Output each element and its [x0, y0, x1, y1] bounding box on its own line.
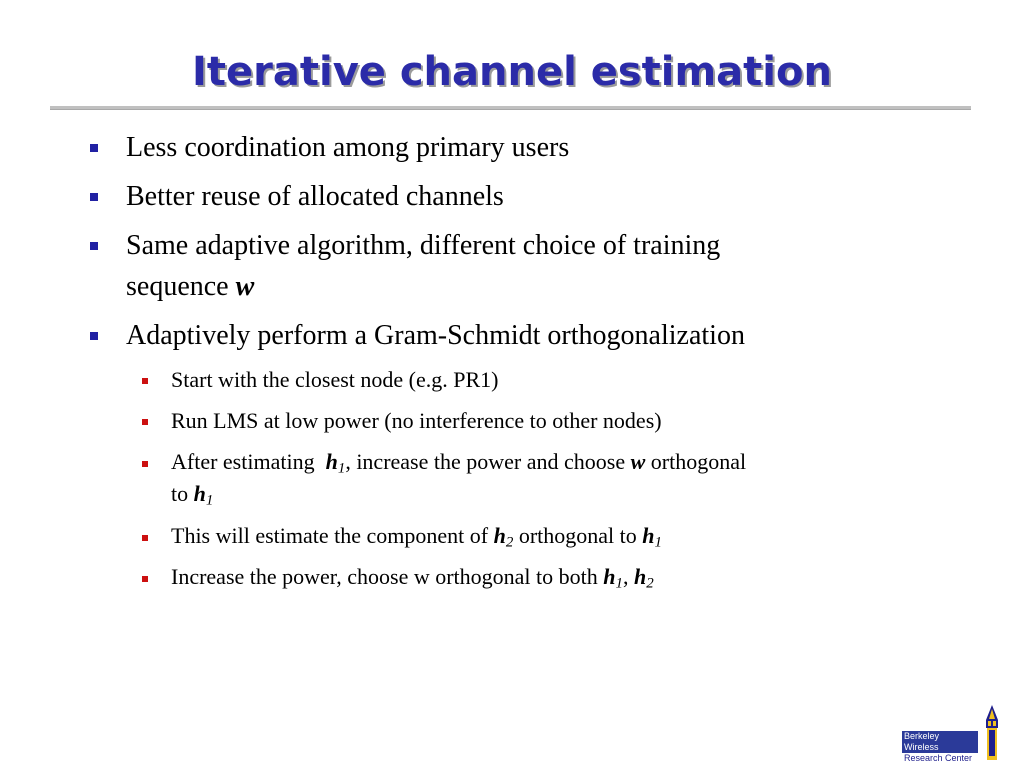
- text-run: to: [171, 481, 194, 506]
- moon-icon: [969, 720, 972, 726]
- variable-h: h: [634, 564, 647, 589]
- subbullet-item: Run LMS at low power (no interference to other nodes): [171, 408, 662, 433]
- logo-line1: Berkeley Wireless: [902, 731, 978, 753]
- subscript: 1: [654, 534, 663, 551]
- variable-h: h: [193, 481, 206, 506]
- text-run: Increase the power, choose w orthogonal to both: [171, 564, 604, 589]
- subscript: 2: [646, 575, 654, 592]
- variable-h: h: [603, 564, 616, 589]
- slide-title: Iterative channel estimation: [192, 49, 832, 95]
- bullet-marker: [90, 242, 98, 250]
- subbullet-item: [171, 561, 931, 593]
- subscript: 2: [505, 534, 514, 551]
- subbullet-marker: [142, 378, 148, 384]
- variable-w: w: [630, 449, 646, 474]
- bullet-line: Same adaptive algorithm, different choice of training: [126, 230, 721, 261]
- bullet-line: sequence: [126, 271, 236, 302]
- variable-h: h: [642, 523, 655, 548]
- moon-icon: [953, 716, 958, 726]
- text-run: orthogonal: [645, 449, 747, 474]
- text-run: ,: [623, 564, 634, 589]
- logo-line2: Research Center: [904, 753, 973, 763]
- subbullet-item: [171, 520, 931, 552]
- text-run: , increase the power and choose: [345, 449, 631, 474]
- subbullet-marker: [142, 461, 148, 467]
- subbullet-marker: [142, 535, 148, 541]
- subscript: 1: [205, 492, 214, 509]
- bullet-item: Less coordination among primary users: [126, 132, 570, 163]
- text-run: After estimating: [171, 449, 326, 474]
- variable-h: h: [325, 449, 338, 474]
- text-run: orthogonal to: [513, 523, 643, 548]
- bullet-item: Better reuse of allocated channels: [126, 181, 504, 212]
- bullet-item: Adaptively perform a Gram-Schmidt orthogonalization: [126, 320, 745, 351]
- variable-h: h: [493, 523, 506, 548]
- text-run: This will estimate the component of: [171, 523, 494, 548]
- tower-icon: [986, 705, 998, 760]
- bullet-marker: [90, 193, 98, 201]
- bullet-marker: [90, 144, 98, 152]
- subscript: 1: [615, 575, 623, 592]
- moon-icon: [932, 714, 940, 730]
- subscript: 1: [337, 460, 346, 477]
- bwrc-logo: [896, 700, 1006, 762]
- bullet-marker: [90, 332, 98, 340]
- subbullet-marker: [142, 419, 148, 425]
- bullet-item: [126, 225, 906, 307]
- subbullet-item: [171, 446, 931, 510]
- variable-w: w: [235, 271, 255, 302]
- subbullet-marker: [142, 576, 148, 582]
- subbullet-item: Start with the closest node (e.g. PR1): [171, 367, 499, 392]
- logo-text: [902, 731, 978, 764]
